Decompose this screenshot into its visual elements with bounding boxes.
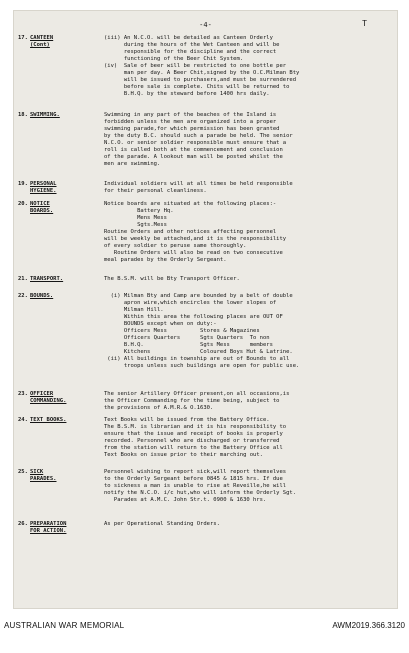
- section-text-line: recorded. Personnel who are discharged or transferred: [104, 438, 280, 444]
- section-heading: (Cont): [30, 42, 50, 48]
- page-number: -4-: [199, 21, 212, 29]
- section-heading: SICK: [30, 469, 44, 475]
- section-text-line: The B.S.M. is librarian and it is his responsibility to: [104, 424, 287, 430]
- section-heading: TRANSPORT.: [30, 276, 64, 282]
- footer-institution: AUSTRALIAN WAR MEMORIAL: [4, 621, 125, 630]
- section-text-line: (i) Milman Bty and Camp are bounded by a belt of double: [104, 293, 293, 299]
- section-number: 18.: [18, 112, 28, 118]
- section-text-line: Routine Orders and other notices affecting personnel: [104, 229, 277, 235]
- section-heading: BOARDS.: [30, 208, 54, 214]
- section-text-line: Officers Mess Stores & Magazines: [104, 328, 260, 334]
- section-heading: CANTEEN: [30, 35, 54, 41]
- section-text-line: Sgts.Mess: [104, 222, 167, 228]
- footer-bar: [0, 610, 409, 653]
- section-text-line: The B.S.M. will be Bty Transport Officer.: [104, 276, 240, 282]
- section-text-line: (iii) An N.C.O. will be detailed as Canteen Orderly: [104, 35, 273, 41]
- section-text-line: Within this area the following places are OUT OF: [104, 314, 283, 320]
- section-text-line: of every soldier to peruse same thoroughly.: [104, 243, 247, 249]
- section-number: 21.: [18, 276, 28, 282]
- section-text-line: Text Books on issue prior to their marching out.: [104, 452, 263, 458]
- section-text-line: functioning of the Beer Chit System.: [104, 56, 244, 62]
- section-text-line: forbidden unless the men are organized into a proper: [104, 119, 277, 125]
- section-heading: HYGIENE.: [30, 188, 57, 194]
- section-text-line: the provisions of A.M.R.& O.1630.: [104, 405, 214, 411]
- section-text-line: of the parade. A lookout man will be posted whilst the: [104, 154, 283, 160]
- section-text-line: to the Orderly Sergeant before 0845 & 1815 hrs. If due: [104, 476, 283, 482]
- section-text-line: swimming parade,for which permission has been granted: [104, 126, 280, 132]
- section-text-line: Personnel wishing to report sick,will report themselves: [104, 469, 287, 475]
- section-text-line: during the hours of the Wet Canteen and will be: [104, 42, 280, 48]
- section-heading: SWIMMING.: [30, 112, 60, 118]
- section-text-line: N.C.O. or senior soldier responsible must ensure that a: [104, 140, 287, 146]
- section-text-line: notify the N.C.O. i/c hut,who will inform the Orderly Sgt.: [104, 490, 297, 496]
- section-text-line: Swimming in any part of the beaches of the Island is: [104, 112, 277, 118]
- section-heading: NOTICE: [30, 201, 50, 207]
- section-text-line: Kitchens Coloured Boys Hut & Latrine.: [104, 349, 293, 355]
- section-text-line: (ii) All buildings in township are out of Bounds to all: [104, 356, 290, 362]
- section-text-line: meal parades by the Orderly Sergeant.: [104, 257, 227, 263]
- section-text-line: men are swimming.: [104, 161, 161, 167]
- section-heading: PREPARATION: [30, 521, 67, 527]
- section-text-line: Text Books will be issued from the Battery Office.: [104, 417, 270, 423]
- section-text-line: Routine Orders will also be read on two consecutive: [104, 250, 283, 256]
- section-number: 25.: [18, 469, 28, 475]
- section-text-line: BOUNDS except when on duty:-: [104, 321, 217, 327]
- section-heading: BOUNDS.: [30, 293, 54, 299]
- section-number: 24.: [18, 417, 28, 423]
- section-text-line: The senior Artillery Officer present,on all occasions,is: [104, 391, 290, 397]
- section-text-line: for their personal cleanliness.: [104, 188, 207, 194]
- section-text-line: roll is called both at the commencement and conclusion: [104, 147, 283, 153]
- section-text-line: man per day. A Beer Chit,signed by the O.C.Milman Bty: [104, 70, 300, 76]
- section-text-line: Parades at A.M.C. John Str.t. 0900 & 1630 hrs.: [104, 497, 267, 503]
- section-number: 20.: [18, 201, 28, 207]
- section-text-line: As per Operational Standing Orders.: [104, 521, 220, 527]
- footer-accession-number: AWM2019.366.3120: [332, 621, 405, 630]
- corner-mark: T: [362, 19, 367, 28]
- section-text-line: before sale is complete. Chits will be returned to: [104, 84, 290, 90]
- document-page: [13, 10, 398, 609]
- section-text-line: troops unless such buildings are open for public use.: [104, 363, 300, 369]
- section-text-line: B.H.Q. by the steward before 1400 hrs daily.: [104, 91, 270, 97]
- section-number: 23.: [18, 391, 28, 397]
- section-heading: COMMANDING.: [30, 398, 67, 404]
- section-text-line: Battery Hq.: [104, 208, 174, 214]
- section-heading: FOR ACTION.: [30, 528, 67, 534]
- section-text-line: Officers Quarters Sgts Quarters To non: [104, 335, 270, 341]
- section-heading: TEXT BOOKS.: [30, 417, 67, 423]
- section-number: 17.: [18, 35, 28, 41]
- section-heading: OFFICER: [30, 391, 54, 397]
- section-text-line: will be issued to purchasers,and must be surrendered: [104, 77, 297, 83]
- section-text-line: (iv) Sale of beer will be restricted to one bottle per: [104, 63, 287, 69]
- section-text-line: Individual soldiers will at all times be held responsible: [104, 181, 293, 187]
- section-text-line: to sickness a man is unable to rise at Reveille,he will: [104, 483, 287, 489]
- section-text-line: Mens Mess: [104, 215, 167, 221]
- section-number: 26.: [18, 521, 28, 527]
- section-number: 19.: [18, 181, 28, 187]
- section-number: 22.: [18, 293, 28, 299]
- section-text-line: ensure that the issue and receipt of books is properly: [104, 431, 283, 437]
- section-text-line: will be weekly be attached,and it is the responsibility: [104, 236, 287, 242]
- section-text-line: Milman Hill.: [104, 307, 164, 313]
- section-heading: PARADES.: [30, 476, 57, 482]
- section-text-line: Notice boards are situated at the following places:-: [104, 201, 277, 207]
- section-text-line: B.H.Q. Sgts Mess members: [104, 342, 273, 348]
- section-text-line: the Officer Commanding for the time being, subject to: [104, 398, 280, 404]
- section-text-line: apron wire,which encircles the lower slopes of: [104, 300, 277, 306]
- section-text-line: from the station will return to the Battery Office all: [104, 445, 283, 451]
- section-heading: PERSONAL: [30, 181, 57, 187]
- section-text-line: responsible for the discipline and the correct: [104, 49, 277, 55]
- section-text-line: by the duty B.C. should such a parade be held. The senior: [104, 133, 293, 139]
